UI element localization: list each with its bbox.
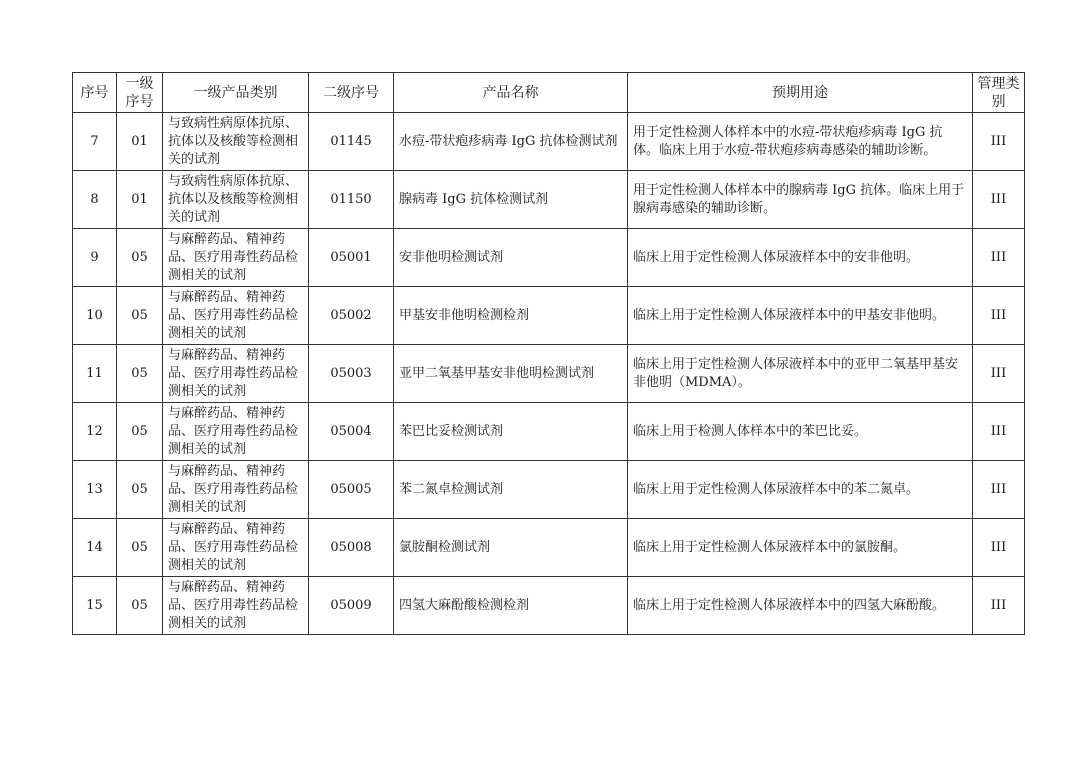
- cell-seq: 13: [73, 461, 117, 519]
- cell-level2-seq: 05005: [309, 461, 394, 519]
- cell-seq: 8: [73, 171, 117, 229]
- cell-seq: 12: [73, 403, 117, 461]
- table-body: [73, 113, 1025, 635]
- cell-management-class: III: [973, 403, 1025, 461]
- header-management-class: 管理类别: [973, 73, 1025, 113]
- cell-intended-use: 临床上用于定性检测人体尿液样本中的亚甲二氧基甲基安非他明（MDMA）。: [628, 345, 973, 403]
- header-seq: 序号: [73, 73, 117, 113]
- cell-intended-use: 临床上用于定性检测人体尿液样本中的苯二氮卓。: [628, 461, 973, 519]
- cell-level1-category: 与麻醉药品、精神药品、医疗用毒性药品检测相关的试剂: [163, 229, 309, 287]
- cell-seq: 9: [73, 229, 117, 287]
- cell-level1-category: 与麻醉药品、精神药品、医疗用毒性药品检测相关的试剂: [163, 287, 309, 345]
- cell-intended-use: 临床上用于检测人体样本中的苯巴比妥。: [628, 403, 973, 461]
- cell-seq: 14: [73, 519, 117, 577]
- cell-level2-seq: 01145: [309, 113, 394, 171]
- cell-level1-seq: 05: [117, 519, 163, 577]
- cell-product-name: 氯胺酮检测试剂: [394, 519, 628, 577]
- cell-seq: 11: [73, 345, 117, 403]
- product-table: [72, 72, 1025, 635]
- table-row: [73, 461, 1025, 519]
- cell-management-class: III: [973, 461, 1025, 519]
- cell-level1-category: 与麻醉药品、精神药品、医疗用毒性药品检测相关的试剂: [163, 345, 309, 403]
- cell-product-name: 安非他明检测试剂: [394, 229, 628, 287]
- table-header: [73, 73, 1025, 113]
- header-row: [73, 73, 1025, 113]
- cell-product-name: 亚甲二氧基甲基安非他明检测试剂: [394, 345, 628, 403]
- cell-level1-seq: 05: [117, 461, 163, 519]
- table-row: [73, 577, 1025, 635]
- cell-intended-use: 临床上用于定性检测人体尿液样本中的四氢大麻酚酸。: [628, 577, 973, 635]
- cell-level1-category: 与致病性病原体抗原、抗体以及核酸等检测相关的试剂: [163, 113, 309, 171]
- cell-product-name: 腺病毒 IgG 抗体检测试剂: [394, 171, 628, 229]
- cell-intended-use: 临床上用于定性检测人体尿液样本中的安非他明。: [628, 229, 973, 287]
- cell-level1-category: 与麻醉药品、精神药品、医疗用毒性药品检测相关的试剂: [163, 461, 309, 519]
- cell-intended-use: 用于定性检测人体样本中的水痘-带状疱疹病毒 IgG 抗体。临床上用于水痘-带状疱疹病毒感染的辅助诊断。: [628, 113, 973, 171]
- cell-management-class: III: [973, 229, 1025, 287]
- cell-product-name: 四氢大麻酚酸检测检剂: [394, 577, 628, 635]
- cell-level1-seq: 01: [117, 171, 163, 229]
- table-row: [73, 519, 1025, 577]
- cell-product-name: 甲基安非他明检测检剂: [394, 287, 628, 345]
- cell-management-class: III: [973, 345, 1025, 403]
- cell-seq: 7: [73, 113, 117, 171]
- cell-level2-seq: 05001: [309, 229, 394, 287]
- table-row: [73, 229, 1025, 287]
- table-row: [73, 113, 1025, 171]
- header-intended-use: 预期用途: [628, 73, 973, 113]
- table-row: [73, 345, 1025, 403]
- header-product-name: 产品名称: [394, 73, 628, 113]
- cell-seq: 15: [73, 577, 117, 635]
- cell-level2-seq: 05004: [309, 403, 394, 461]
- cell-intended-use: 临床上用于定性检测人体尿液样本中的甲基安非他明。: [628, 287, 973, 345]
- cell-product-name: 苯二氮卓检测试剂: [394, 461, 628, 519]
- cell-management-class: III: [973, 113, 1025, 171]
- cell-level2-seq: 05002: [309, 287, 394, 345]
- table-row: [73, 403, 1025, 461]
- header-level2-seq: 二级序号: [309, 73, 394, 113]
- cell-level1-seq: 05: [117, 577, 163, 635]
- cell-seq: 10: [73, 287, 117, 345]
- cell-level1-category: 与致病性病原体抗原、抗体以及核酸等检测相关的试剂: [163, 171, 309, 229]
- cell-level1-category: 与麻醉药品、精神药品、医疗用毒性药品检测相关的试剂: [163, 403, 309, 461]
- cell-management-class: III: [973, 519, 1025, 577]
- cell-level2-seq: 05008: [309, 519, 394, 577]
- cell-level2-seq: 05009: [309, 577, 394, 635]
- cell-management-class: III: [973, 171, 1025, 229]
- cell-level1-seq: 05: [117, 403, 163, 461]
- header-level1-category: 一级产品类别: [163, 73, 309, 113]
- cell-intended-use: 用于定性检测人体样本中的腺病毒 IgG 抗体。临床上用于腺病毒感染的辅助诊断。: [628, 171, 973, 229]
- cell-level1-category: 与麻醉药品、精神药品、医疗用毒性药品检测相关的试剂: [163, 577, 309, 635]
- cell-level1-seq: 05: [117, 229, 163, 287]
- table-row: [73, 171, 1025, 229]
- cell-management-class: III: [973, 577, 1025, 635]
- cell-product-name: 水痘-带状疱疹病毒 IgG 抗体检测试剂: [394, 113, 628, 171]
- cell-level1-seq: 05: [117, 287, 163, 345]
- cell-level1-category: 与麻醉药品、精神药品、医疗用毒性药品检测相关的试剂: [163, 519, 309, 577]
- cell-management-class: III: [973, 287, 1025, 345]
- cell-level1-seq: 01: [117, 113, 163, 171]
- cell-level1-seq: 05: [117, 345, 163, 403]
- cell-level2-seq: 01150: [309, 171, 394, 229]
- cell-level2-seq: 05003: [309, 345, 394, 403]
- cell-intended-use: 临床上用于定性检测人体尿液样本中的氯胺酮。: [628, 519, 973, 577]
- table-row: [73, 287, 1025, 345]
- cell-product-name: 苯巴比妥检测试剂: [394, 403, 628, 461]
- header-level1-seq: 一级序号: [117, 73, 163, 113]
